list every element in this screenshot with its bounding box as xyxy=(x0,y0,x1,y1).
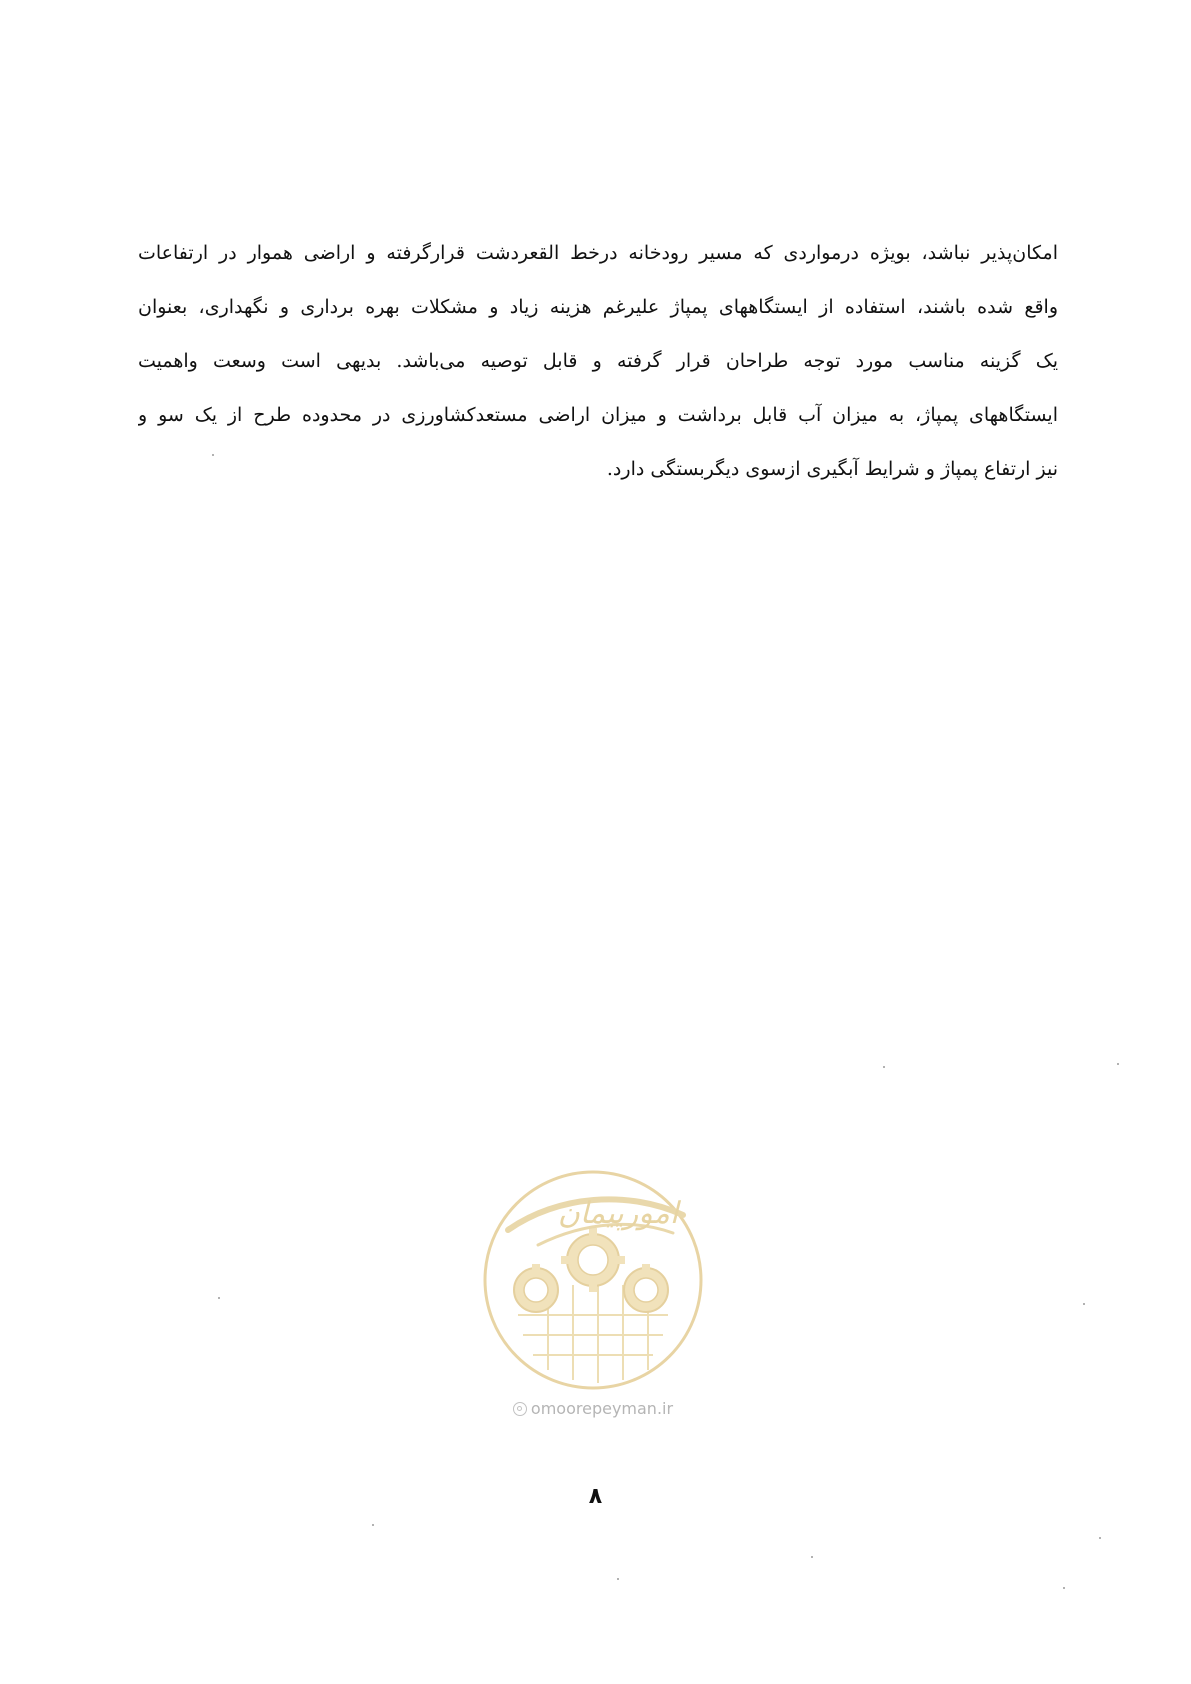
watermark-logo-text: امورپیمان xyxy=(557,1196,679,1231)
watermark-caption xyxy=(478,1399,708,1418)
watermark-caption-text: omoorepeyman.ir xyxy=(530,1399,674,1418)
scan-speck xyxy=(617,1578,619,1580)
scan-speck xyxy=(1117,1063,1119,1065)
paragraph-line-2: واقع شده باشند، استفاده از ایستگاههای پمپاژ علیرغم هزینه زیاد و مشکلات بهره برداری و نگهداری، بعنوان xyxy=(138,296,1058,318)
watermark xyxy=(478,1165,708,1427)
scan-speck xyxy=(1063,1587,1065,1589)
watermark-logo xyxy=(478,1165,708,1395)
scan-speck xyxy=(372,1524,374,1526)
scan-speck xyxy=(883,1066,885,1068)
paragraph-line-5: نیز ارتفاع پمپاژ و شرایط آبگیری ازسوی دیگربستگی دارد. xyxy=(606,458,1058,480)
scan-speck xyxy=(212,454,214,456)
paragraph-line-1: امکان‌پذیر نباشد، بویژه درمواردی که مسیر رودخانه درخط القعردشت قرارگرفته و اراضی هموار در ارتفاعات xyxy=(138,242,1058,264)
scan-speck xyxy=(811,1556,813,1558)
page-number: ۸ xyxy=(588,1484,603,1509)
instagram-at-icon xyxy=(513,1402,527,1416)
scan-speck xyxy=(218,1297,220,1299)
paragraph-line-3: یک گزینه مناسب مورد توجه طراحان قرار گرفته و قابل توصیه می‌باشد. بدیهی است وسعت واهمیت xyxy=(138,350,1058,372)
scan-speck xyxy=(1083,1303,1085,1305)
paragraph-line-4: ایستگاههای پمپاژ، به میزان آب قابل برداشت و میزان اراضی مستعدکشاورزی در محدوده طرح از یک سو و xyxy=(138,404,1058,426)
body-paragraph xyxy=(138,226,1058,496)
scan-speck xyxy=(1099,1537,1101,1539)
